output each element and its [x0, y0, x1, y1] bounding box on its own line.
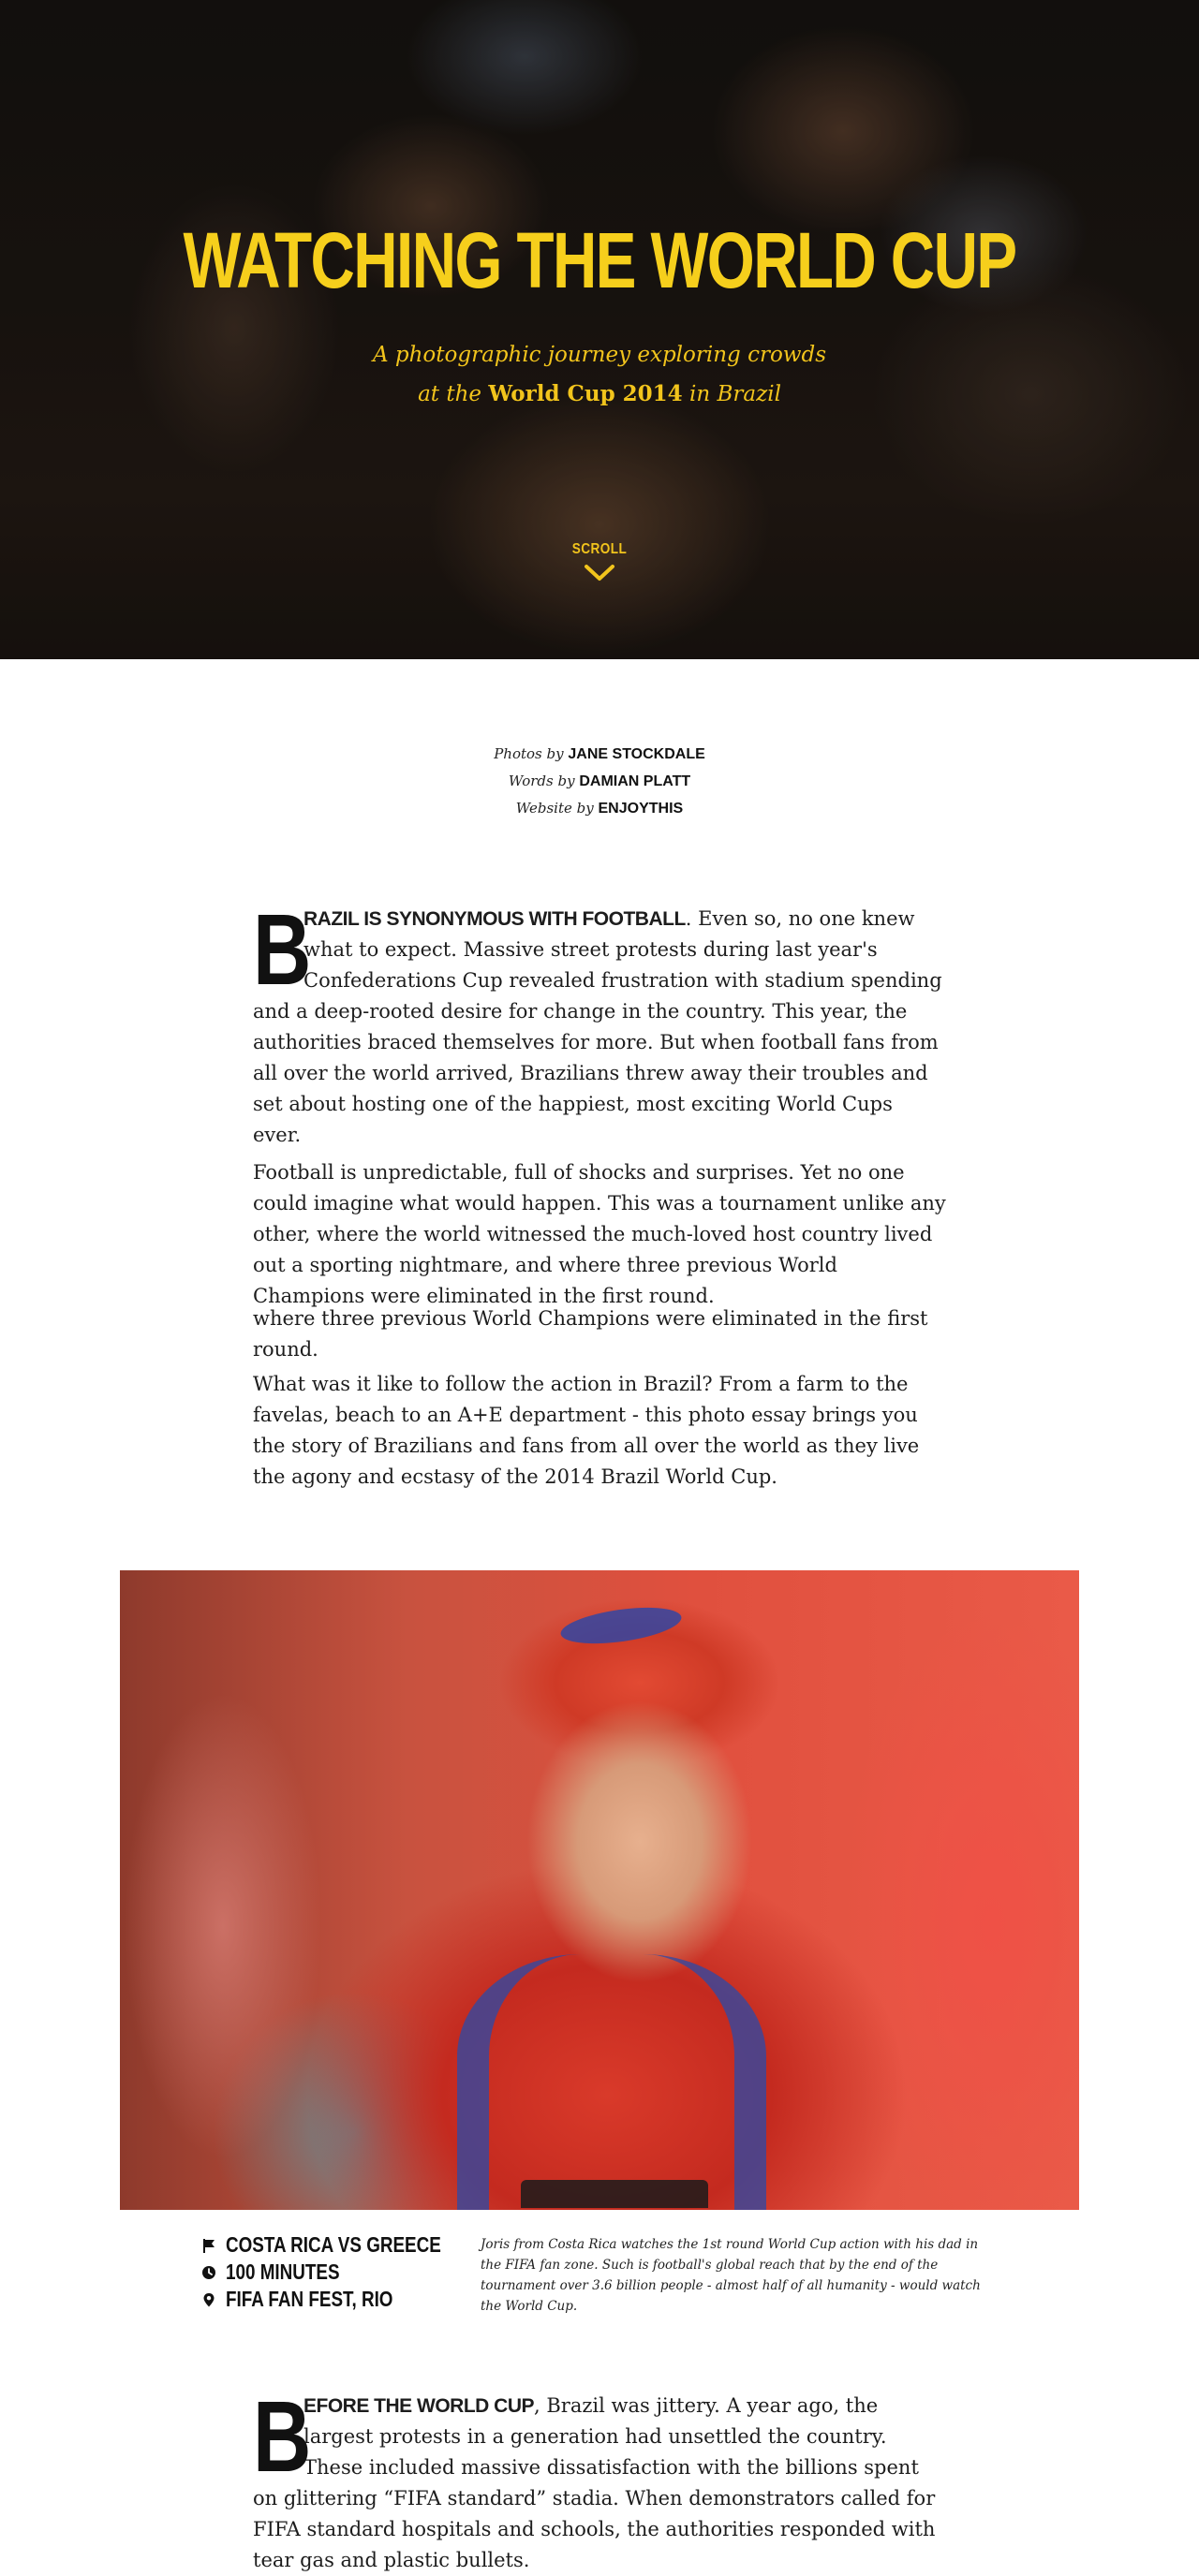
- intro-paragraph: [253, 892, 946, 1151]
- body-paragraph-2: [253, 1157, 946, 1312]
- credit-words: [0, 768, 1199, 795]
- page-title: WATCHING THE WORLD CUP: [183, 216, 1016, 304]
- chevron-down-icon: [584, 564, 615, 582]
- credit-website: [0, 795, 1199, 822]
- meta-match-text: COSTA RICA VS GREECE: [226, 2232, 441, 2257]
- credit-words-role: Words by: [508, 773, 575, 789]
- clock-icon: [201, 2265, 216, 2280]
- credit-photos-name[interactable]: JANE STOCKDALE: [568, 746, 705, 762]
- dropcap-2: B: [253, 2379, 312, 2493]
- flag-icon: [201, 2238, 216, 2253]
- meta-location-text: FIFA FAN FEST, RIO: [226, 2287, 393, 2311]
- lead-in-2: EFORE THE WORLD CUP: [303, 2395, 534, 2417]
- photo-meta: [201, 2231, 445, 2313]
- body-paragraph-2-repeat: [253, 1303, 946, 1365]
- scroll-button[interactable]: [553, 541, 646, 582]
- location-pin-icon: [201, 2292, 216, 2307]
- body-paragraph-2-text: Football is unpredictable, full of shocks and surprises. Yet no one could imagine what would happen. This was a tournament unlike any other, where the world witnessed the much-loved host country lived out a sporting nightmare, and where three previous World Champions were eliminated in the first round.: [253, 1161, 946, 1307]
- credit-website-name[interactable]: ENJOYTHIS: [598, 801, 684, 817]
- body-paragraph-3-text: What was it like to follow the action in Brazil? From a farm to the favelas, beach to an A+E department - this photo essay brings you the story of Brazilians and fans from all over the world as they live the agony and ecstasy of the 2014 Brazil World Cup.: [253, 1373, 920, 1488]
- hero-subtitle-event: World Cup 2014: [488, 381, 683, 406]
- dropcap: B: [253, 892, 312, 1006]
- lead-in: RAZIL IS SYNONYMOUS WITH FOOTBALL: [303, 908, 686, 930]
- hero-subtitle: [0, 335, 1199, 414]
- scroll-label: SCROLL: [571, 541, 628, 557]
- credit-photos: [0, 741, 1199, 768]
- meta-time-text: 100 MINUTES: [226, 2260, 340, 2284]
- credit-words-name[interactable]: DAMIAN PLATT: [579, 773, 691, 789]
- body-paragraph-3: [253, 1369, 946, 1493]
- photo-jersey-sponsor: [521, 2180, 708, 2208]
- hero-subtitle-line1: A photographic journey exploring crowds: [372, 343, 827, 367]
- credits: [0, 741, 1199, 822]
- hero-section: [0, 0, 1199, 659]
- photo-jersey: [457, 1954, 766, 2210]
- photo-cap-logo: [558, 1601, 683, 1650]
- section-2-paragraph: [253, 2379, 946, 2576]
- credit-website-role: Website by: [515, 800, 594, 817]
- body-paragraph-2-repeat-text: where three previous World Champions were eliminated in the first round.: [253, 1307, 928, 1361]
- credit-photos-role: Photos by: [494, 745, 564, 762]
- meta-match: [201, 2231, 445, 2259]
- meta-location: [201, 2286, 445, 2313]
- fan-photo: [120, 1570, 1079, 2210]
- intro-paragraph-text: . Even so, no one knew what to expect. Massive street protests during last year's Confederations Cup revealed frustration with stadium spending and a deep-rooted desire for change in the country. This year, the authorities braced themselves for more. But when football fans from all over the world arrived, Brazilians threw away their troubles and set about hosting one of the happiest, most exciting World Cups ever.: [253, 907, 942, 1146]
- hero-subtitle-location: in Brazil: [689, 382, 781, 406]
- section-2-paragraph-text: , Brazil was jittery. A year ago, the largest protests in a generation had unsettled the country. These included massive dissatisfaction with the billions spent on glittering “FIFA standard” stadia. When demonstrators called for FIFA standard hospitals and schools, the authorities responded with tear gas and plastic bullets.: [253, 2394, 936, 2571]
- hero-subtitle-at: at the: [418, 382, 481, 406]
- photo-caption: Joris from Costa Rica watches the 1st round World Cup action with his dad in the FIFA fan zone. Such is football's global reach that by the end of the tournament over 3.6 billion people - almost half of all humanity - would watch the World Cup.: [481, 2237, 981, 2314]
- meta-time: [201, 2259, 445, 2286]
